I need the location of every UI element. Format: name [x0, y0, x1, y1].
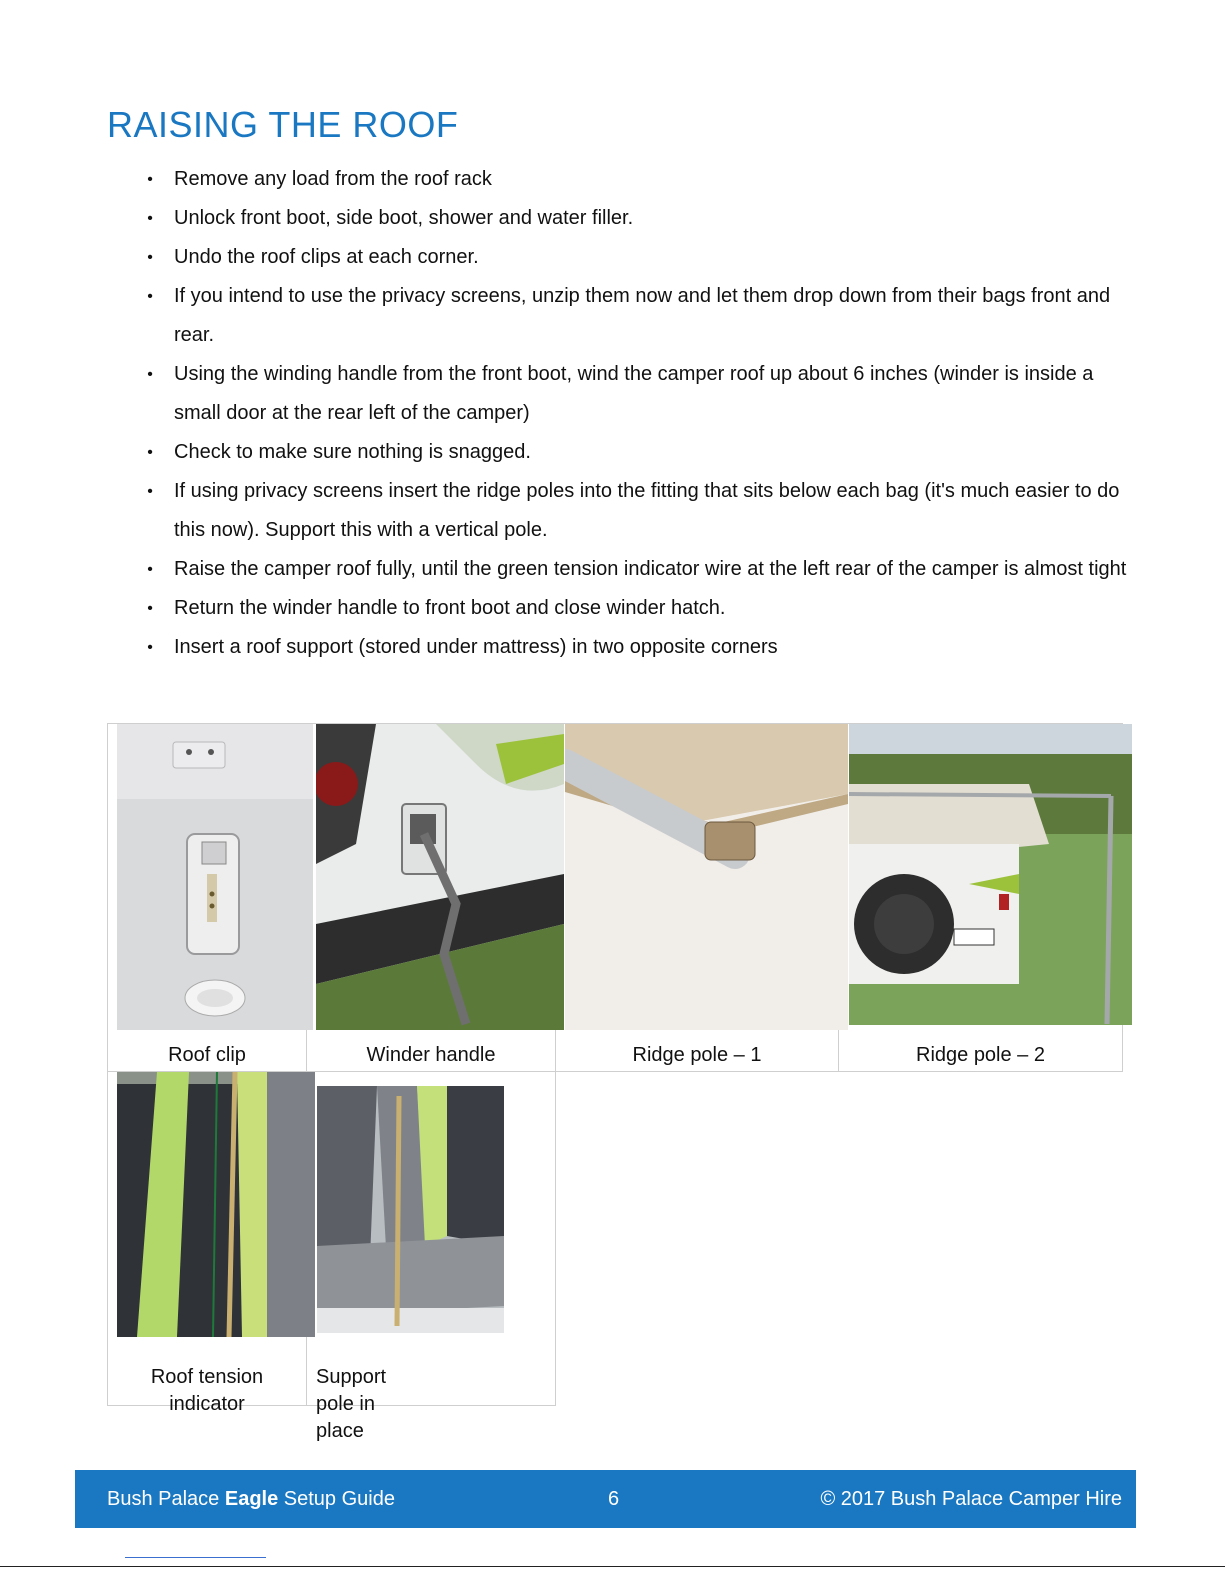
- bullet-icon: •: [147, 288, 153, 305]
- list-item: • Return the winder handle to front boot and close winder hatch.: [140, 589, 1130, 628]
- bullet-icon: •: [147, 600, 153, 617]
- bullet-icon: •: [147, 366, 153, 383]
- bullet-icon: •: [147, 171, 153, 188]
- list-item: • Unlock front boot, side boot, shower and water filler.: [140, 199, 1130, 238]
- ridge-pole-1-photo: [565, 724, 848, 1030]
- roof-tension-indicator-photo: [117, 1072, 315, 1337]
- list-item: • If using privacy screens insert the ridge poles into the fitting that sits below each bag (it's much easier to do this now). Support this with a vertical pole.: [140, 472, 1130, 550]
- roof-clip-caption: Roof clip: [168, 1044, 246, 1066]
- list-item: • Using the winding handle from the front boot, wind the camper roof up about 6 inches (winder is inside a small door at the rear left of the camper): [140, 355, 1130, 433]
- list-item: • If you intend to use the privacy screens, unzip them now and let them drop down from their bags front and rear.: [140, 277, 1130, 355]
- ridge-pole-1-caption: Ridge pole – 1: [632, 1044, 762, 1066]
- setup-steps-list: [140, 160, 1130, 667]
- page-bottom-rule: [0, 1566, 1225, 1567]
- footnote-rule: [125, 1557, 266, 1558]
- list-item: • Remove any load from the roof rack: [140, 160, 1130, 199]
- winder-handle-caption: Winder handle: [366, 1044, 496, 1066]
- bullet-icon: •: [147, 639, 153, 656]
- bullet-icon: •: [147, 561, 153, 578]
- list-item: • Check to make sure nothing is snagged.: [140, 433, 1130, 472]
- roof-clip-photo: [117, 724, 313, 1030]
- ridge-pole-2-photo: [849, 724, 1132, 1025]
- footer-copyright: © 2017 Bush Palace Camper Hire: [820, 1488, 1122, 1510]
- bullet-icon: •: [147, 210, 153, 227]
- roof-tension-caption: Roof tension indicator: [150, 1366, 264, 1415]
- winder-handle-photo: [316, 724, 564, 1030]
- support-pole-caption: Support pole in place: [316, 1366, 387, 1442]
- support-pole-photo: [317, 1086, 504, 1333]
- list-item: • Undo the roof clips at each corner.: [140, 238, 1130, 277]
- bullet-icon: •: [147, 444, 153, 461]
- ridge-pole-2-caption: Ridge pole – 2: [916, 1044, 1045, 1066]
- page-footer: [75, 1470, 1136, 1528]
- footer-guide-title: Bush Palace Eagle Setup Guide: [107, 1488, 395, 1510]
- list-item: • Insert a roof support (stored under mattress) in two opposite corners: [140, 628, 1130, 667]
- page-title: RAISING THE ROOF: [107, 104, 459, 145]
- page-number: 6: [608, 1488, 620, 1510]
- list-item: • Raise the camper roof fully, until the green tension indicator wire at the left rear of the camper is almost tight: [140, 550, 1130, 589]
- bullet-icon: •: [147, 483, 153, 500]
- bullet-icon: •: [147, 249, 153, 266]
